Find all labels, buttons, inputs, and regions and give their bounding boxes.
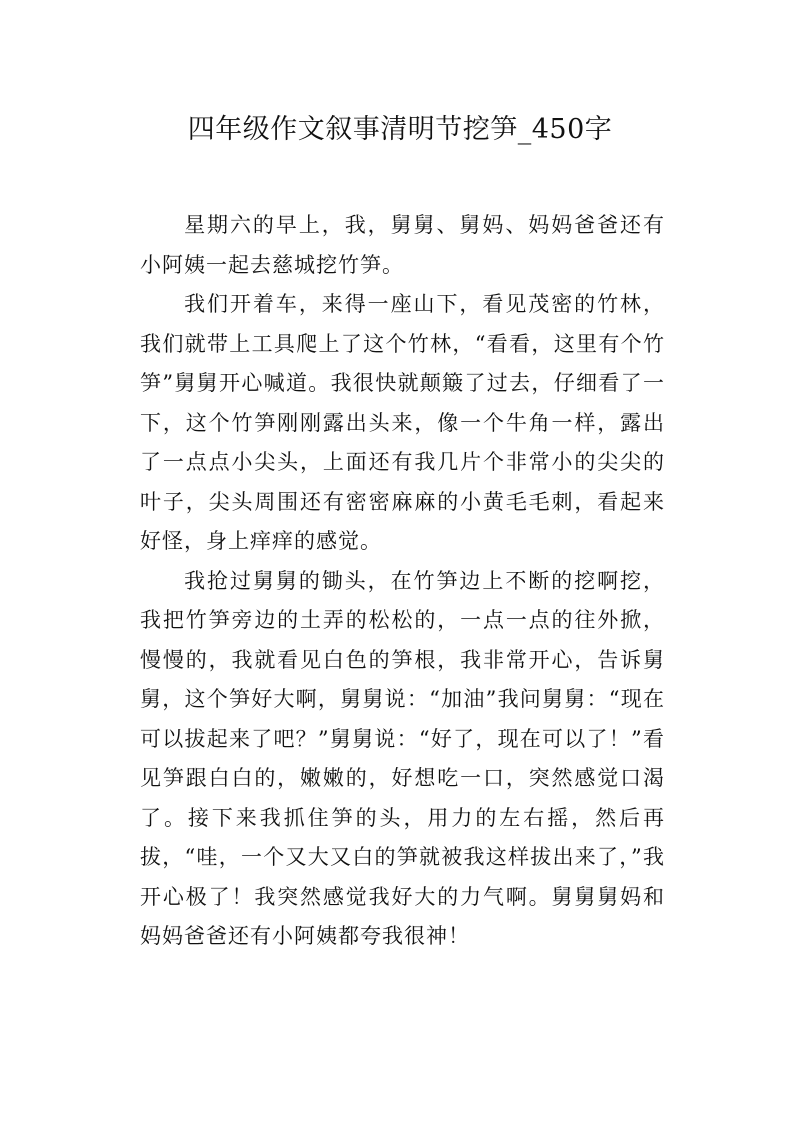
document-body [140,206,665,957]
paragraph-2: 我们开着车，来得一座山下，看见茂密的竹林，我们就带上工具爬上了这个竹林，“看看，这里有个竹笋”舅舅开心喊道。我很快就颠簸了过去，仔细看了一下，这个竹笋刚刚露出头来，像一个牛角一样，露出了一点点小尖头，上面还有我几片个非常小的尖尖的叶子，尖头周围还有密密麻麻的小黄毛毛刺，看起来好怪，身上痒痒的感觉。 [140,292,665,553]
document-title: 四年级作文叙事清明节挖笋_450字 [187,114,613,145]
paragraph-3: 我抢过舅舅的锄头，在竹笋边上不断的挖啊挖，我把竹笋旁边的土弄的松松的，一点一点的往外掀，慢慢的，我就看见白色的笋根，我非常开心，告诉舅舅，这个笋好大啊，舅舅说：“加油”我问舅舅：“现在可以拔起来了吧？”舅舅说：“好了，现在可以了！”看见笋跟白白的，嫩嫩的，好想吃一口，突然感觉口渴了。接下来我抓住笋的头，用力的左右摇，然后再拔，“哇，一个又大又白的笋就被我这样拔出来了，”我开心极了！我突然感觉我好大的力气啊。舅舅舅妈和妈妈爸爸还有小阿姨都夸我很神！ [140,568,665,948]
paragraph-1: 星期六的早上，我，舅舅、舅妈、妈妈爸爸还有小阿姨一起去慈城挖竹笋。 [140,213,665,277]
